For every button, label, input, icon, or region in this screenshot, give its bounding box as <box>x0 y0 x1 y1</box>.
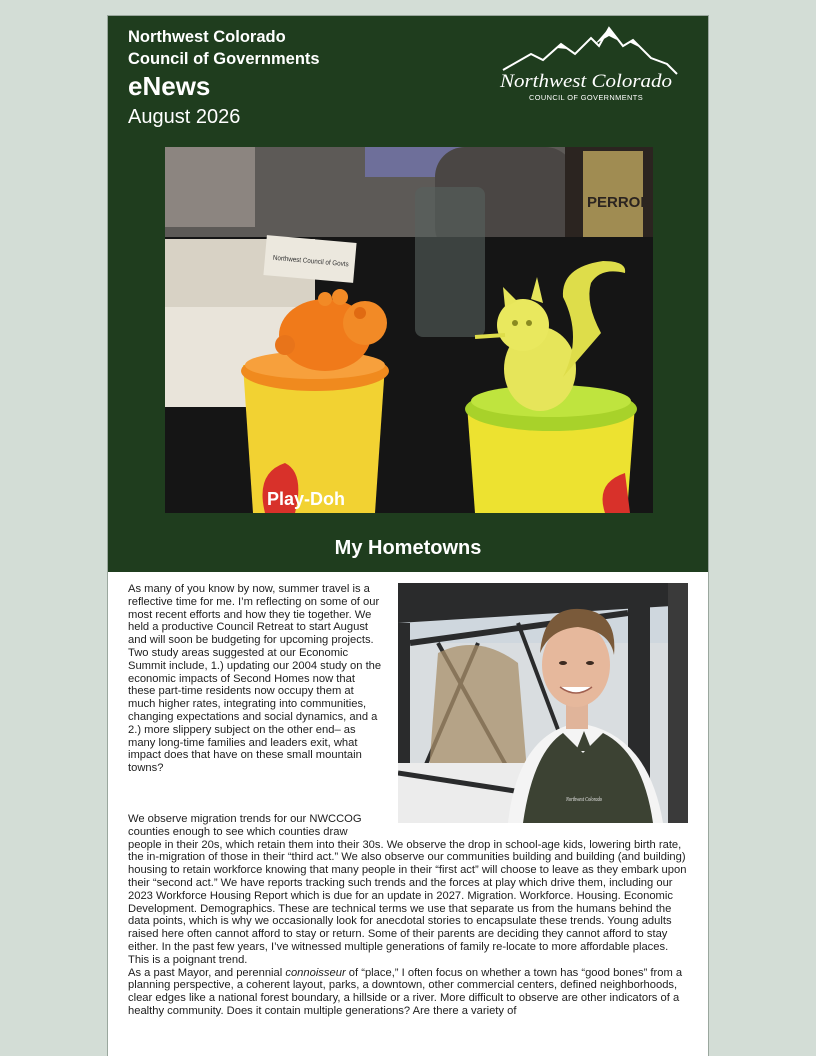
bottle-label: PERRON <box>587 194 652 211</box>
paragraph-place-rest: of “place,” I often focus on whether a town has “good bones” from a planning perspective, a coherent layout, parks, a downtown, other commercial centers, defined neighborhoods, clear edges like a national forest boundary, a hillside or a river. More difficult to observe are other indicators of a healthy community. Does it contain multiple generations? Are there a variety of <box>128 966 683 1017</box>
article-title: My Hometowns <box>334 537 482 559</box>
hero-photo <box>165 147 653 513</box>
vest-logo: Northwest Colorado <box>565 796 603 803</box>
paragraph-migration: people in their 20s, which retain them into their 30s. We observe the drop in school-age kids, lowering birth rate, the in-migration of those in their “third act.” We also observe our communities building and building (and building) housing to retain workforce knowing that many people in their “first act” will choose to leave as they embark upon their “second act.” We have reports tracking such trends and the forces at play which drive them, including our 2023 Workforce Housing Report which is due for an update in 2027. Migration. Workforce. Housing. Economic Development. Demographics. These are technical terms we use that separate us from the humans behind the data points, which is why we occasionally look for anecdotal stories to encapsulate these trends. Young adults raised here often cannot afford to stay or return. Some of their parents are deciding they cannot afford to stay either. In the past few years, I’ve witnessed multiple generations of family re-locate to more affordable places. This is a poignant trend. <box>128 838 687 966</box>
newsletter-sheet <box>107 15 709 1056</box>
author-portrait <box>398 583 688 823</box>
table-sign: Northwest Council of Govts <box>272 254 358 270</box>
paragraph-place <box>128 967 690 1018</box>
connoisseur-word: connoisseur <box>285 966 346 979</box>
logo-subtitle: COUNCIL OF GOVERNMENTS <box>528 93 644 102</box>
logo-wordmark: Northwest Colorado <box>498 71 672 92</box>
org-name-line2: Council of Governments <box>128 50 320 68</box>
paragraph-place-start: As a past Mayor, and perennial <box>128 966 286 979</box>
article-intro <box>128 583 383 775</box>
newsletter-title: eNews <box>128 71 211 101</box>
paragraph-migration-start: We observe migration trends for our NWCCOG counties enough to see which counties draw <box>128 813 362 838</box>
container-brand: Play-Doh <box>267 489 346 509</box>
article-body <box>128 813 690 1018</box>
nwccog-logo <box>491 24 681 104</box>
issue-date: August 2026 <box>128 106 241 128</box>
org-name <box>128 26 428 70</box>
org-name-line1: Northwest Colorado <box>128 28 286 46</box>
header-banner <box>108 16 708 572</box>
intro-paragraph: As many of you know by now, summer travel is a reflective time for me. I’m reflecting on some of our most recent efforts and how they tie together. We held a productive Council Retreat to start August and will soon be budgeting for upcoming projects. Two study areas suggested at our Economic Summit include, 1.) updating our 2004 study on the economic impacts of Second Homes now that these part-time residents now occupy them at much higher rates, integrating into communities, changing expectations and social dynamics, and a 2.) more slippery subject on the other end– as many long-time families and leaders exit, what impact does that have on these small mountain towns? <box>128 583 382 775</box>
